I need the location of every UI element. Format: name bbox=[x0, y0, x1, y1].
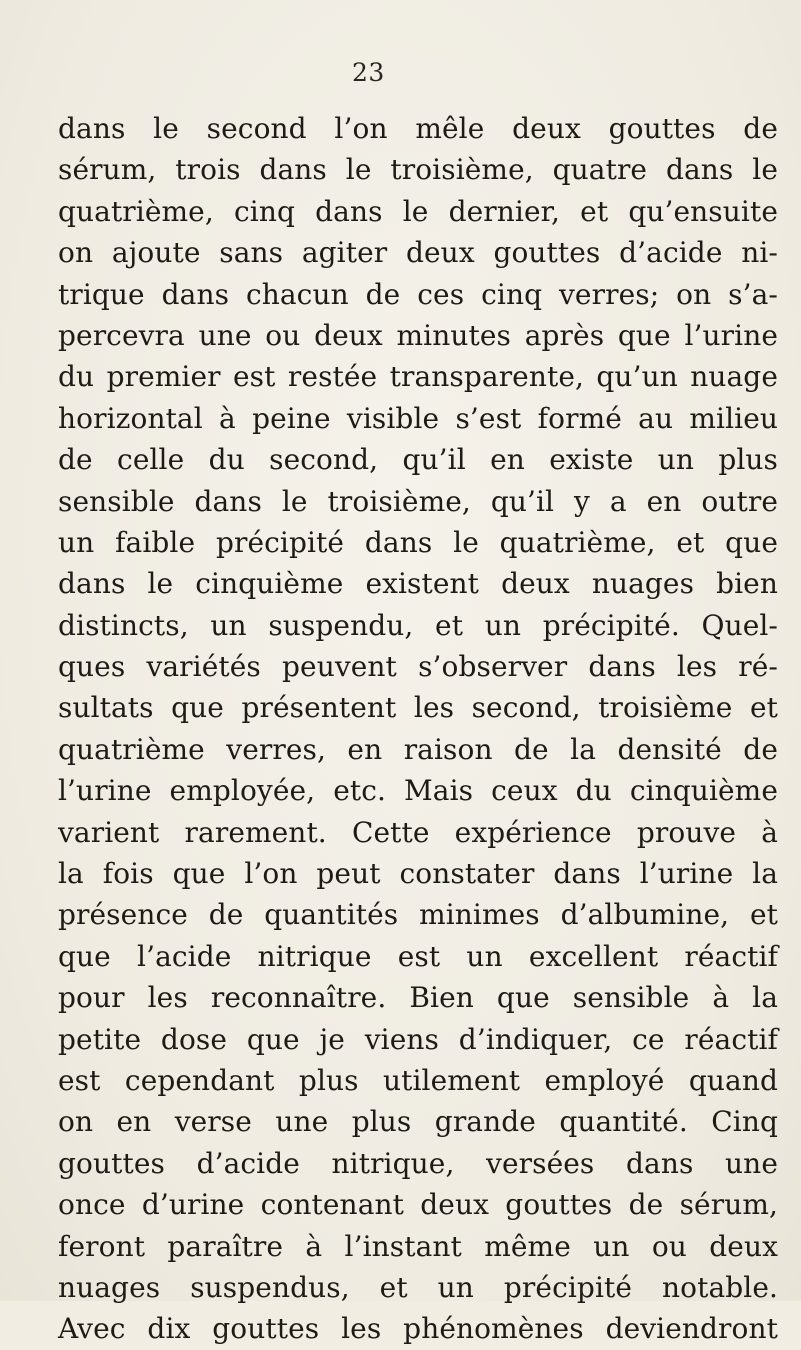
text-line: sensible dans le troisième, qu’il y a en outre bbox=[58, 484, 778, 518]
text-line: trique dans chacun de ces cinq verres; on s’a- bbox=[58, 277, 778, 311]
text-line: petite dose que je viens d’indiquer, ce réactif bbox=[58, 1022, 778, 1056]
text-line: dans le second l’on mêle deux gouttes de bbox=[58, 112, 778, 145]
text-line: la fois que l’on peut constater dans l’urine la bbox=[58, 857, 778, 891]
text-line: pour les reconnaître. Bien que sensible à la bbox=[58, 981, 778, 1015]
text-line: feront paraître à l’instant même un ou deux bbox=[58, 1229, 778, 1263]
text-line: quatrième verres, en raison de la densité de bbox=[58, 732, 778, 766]
text-line: varient rarement. Cette expérience prouve à bbox=[58, 815, 778, 849]
text-line: l’urine employée, etc. Mais ceux du cinquième bbox=[58, 774, 778, 808]
text-line: un faible précipité dans le quatrième, et que bbox=[58, 525, 778, 559]
text-line: de celle du second, qu’il en existe un plus bbox=[58, 443, 778, 477]
text-line: gouttes d’acide nitrique, versées dans une bbox=[58, 1146, 778, 1180]
text-line: quatrième, cinq dans le dernier, et qu’ensuite bbox=[58, 194, 778, 228]
text-line: distincts, un suspendu, et un précipité. Quel- bbox=[58, 608, 778, 642]
text-line: ques variétés peuvent s’observer dans les ré- bbox=[58, 650, 778, 684]
text-line: nuages suspendus, et un précipité notable. bbox=[58, 1270, 778, 1304]
text-line: dans le cinquième existent deux nuages bien bbox=[58, 567, 778, 601]
text-line: on ajoute sans agiter deux gouttes d’acide ni- bbox=[58, 236, 778, 270]
text-line: once d’urine contenant deux gouttes de sérum, bbox=[58, 1188, 778, 1222]
body-text bbox=[58, 108, 778, 1350]
text-line: on en verse une plus grande quantité. Cinq bbox=[58, 1105, 778, 1139]
text-line: du premier est restée transparente, qu’un nuage bbox=[58, 360, 778, 394]
text-line: sultats que présentent les second, troisième et bbox=[58, 691, 778, 725]
text-line: percevra une ou deux minutes après que l’urine bbox=[58, 318, 778, 352]
text-line: sérum, trois dans le troisième, quatre dans le bbox=[58, 153, 778, 187]
text-line: présence de quantités minimes d’albumine, et bbox=[58, 898, 778, 932]
page-number: 23 bbox=[352, 58, 385, 87]
text-line: Avec dix gouttes les phénomènes deviendront bbox=[58, 1312, 778, 1346]
text-line: horizontal à peine visible s’est formé au milieu bbox=[58, 401, 778, 435]
text-line: est cependant plus utilement employé quand bbox=[58, 1063, 778, 1097]
text-line: que l’acide nitrique est un excellent réactif bbox=[58, 939, 778, 973]
